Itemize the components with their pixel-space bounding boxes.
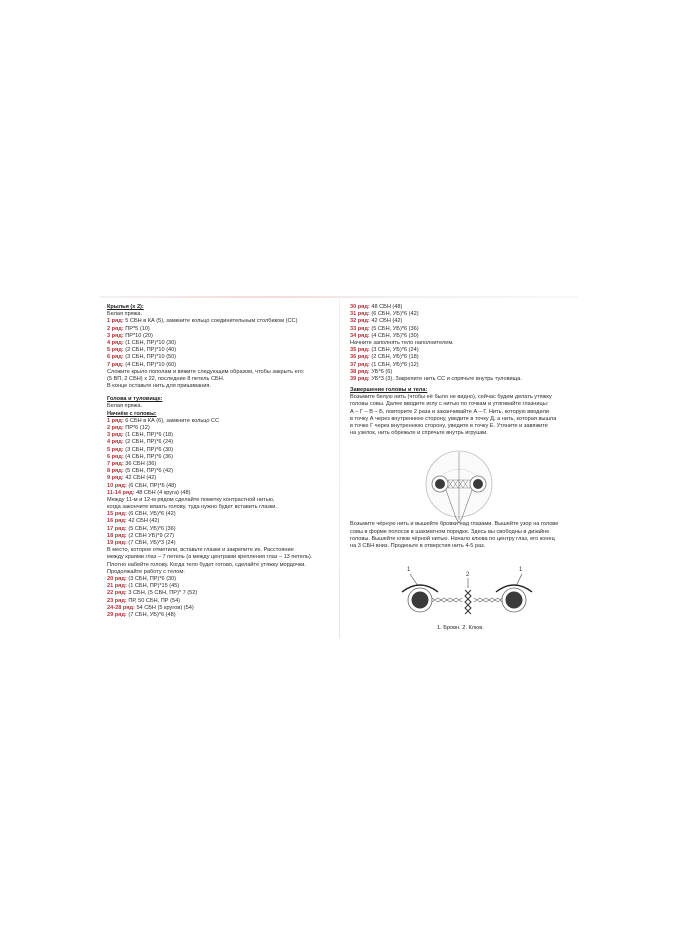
left-page (107, 304, 335, 619)
wings-title: Крылья (х 2): (107, 304, 144, 310)
wings-yarn: Белая пряжа. (107, 311, 143, 318)
pattern-row (107, 340, 335, 347)
pattern-row (107, 511, 335, 518)
head-subtitle: Начнём с головы: (107, 410, 157, 417)
text-line: головы. Вышейте клюв чёрной нитью. Начало клюва по центру глаз, его конец (350, 535, 555, 542)
pattern-row (107, 612, 335, 619)
pattern-row (107, 483, 335, 490)
row-label: 22 ряд: (107, 590, 127, 597)
row-label: 29 ряд: (107, 611, 127, 618)
pattern-row (350, 369, 575, 376)
row-label: 4 ряд: (107, 439, 124, 446)
row-text: (5 СБН, ПР)*6 (42) (123, 468, 174, 475)
row-text: ПР*10 (20) (123, 332, 153, 339)
pattern-row (107, 432, 335, 439)
pattern-row (350, 354, 575, 361)
row-label: 5 ряд: (107, 446, 124, 453)
row-label: 23 ряд: (107, 597, 127, 604)
row-label: 21 ряд: (107, 583, 127, 590)
text-line: В конце оставьте нить для пришивания. (107, 383, 211, 390)
row-text: (2 СБН, УБ)*6 (18) (369, 354, 419, 361)
right-rows-b (350, 347, 575, 383)
row-text: 42 СБН (42) (126, 518, 160, 525)
row-label: 19 ряд: (107, 540, 127, 546)
row-text: 48 СБН (48) (369, 304, 403, 310)
text-line: Между 11-м и 12-м рядом сделайте пометку контрастной нитью, (107, 496, 275, 503)
row-label: 10 ряд: (107, 482, 127, 489)
pattern-row (350, 376, 575, 383)
row-text: ПР*6 (12) (123, 425, 150, 431)
row-text: (2 СБН, ПР)*10 (40) (123, 347, 177, 354)
row-label: 2 ряд: (107, 425, 124, 431)
page-gutter (339, 298, 340, 638)
row-label: 20 ряд: (107, 575, 127, 582)
row-text: (3 СБН, УБ)*6 (24) (369, 347, 419, 354)
row-label: 7 ряд: (107, 361, 124, 368)
pattern-row (350, 362, 575, 369)
head-yarn: Белая пряжа. (107, 403, 143, 410)
row-text: (3 СБН, ПР)*10 (50) (123, 354, 177, 361)
row-text: (6 СБН, УБ)*6 (42) (126, 511, 176, 518)
pattern-row (107, 490, 335, 497)
row-label: 17 ряд: (107, 525, 127, 532)
head-title: Голова и туловище: (107, 396, 163, 403)
row-text: (1 СБН, ПР)*10 (30) (123, 339, 177, 346)
pattern-row (107, 326, 335, 333)
row-text: 6 СБН в КА (6), замкните кольцо СС (123, 417, 220, 424)
marker-2: 2 (466, 572, 470, 578)
text-line: Продолжайте работу с телом: (107, 568, 185, 575)
row-text: 48 СБН (4 круга) (48) (134, 489, 191, 496)
row-text: (4 СБН, УБ)*6 (30) (369, 332, 419, 339)
row-label: 31 ряд: (350, 311, 370, 318)
pattern-row (107, 418, 335, 425)
row-label: 32 ряд: (350, 318, 370, 325)
pattern-row (107, 475, 335, 482)
row-label: 15 ряд: (107, 511, 127, 518)
pattern-row (350, 311, 575, 318)
text-line: между краями глаз – 7 петель (а между центрами крепления глаз – 13 петель). (107, 554, 313, 561)
row-text: (1 СБН, УБ)*6 (12) (369, 361, 419, 368)
text-line: на узелок, нить обрежьте и спрячьте внутрь игрушки. (350, 430, 488, 437)
row-label: 11-14 ряд: (107, 489, 135, 496)
row-text: 42 СБН (42) (123, 475, 157, 482)
text-line: в точку А через внутреннюю сторону, уведите в точку Д, а нить, которая вышла (350, 415, 557, 422)
wings-rows (107, 318, 335, 368)
figure-caption: 1. Бровн. 2. Клюв. (437, 625, 484, 631)
head-note-a (107, 497, 335, 511)
row-label: 1 ряд: (107, 417, 124, 424)
text-line: Сложите крыло пополам и вяжите следующим образом, чтобы закрыть его: (107, 368, 305, 375)
fill-note: Начните заполнять тело наполнителем. (350, 339, 454, 346)
pattern-row (107, 318, 335, 325)
pattern-row (350, 304, 575, 311)
row-label: 39 ряд: (350, 375, 370, 382)
row-text: (1 СБН, ПР)*15 (45) (126, 583, 180, 590)
row-text: УБ*3 (3). Закрепите нить СС и спрячьте внутрь туловища. (369, 375, 522, 382)
pattern-row (107, 362, 335, 369)
pattern-row (107, 333, 335, 340)
row-label: 37 ряд: (350, 361, 370, 368)
row-text: (7 СБН, УБ)*6 (48) (126, 611, 176, 618)
row-label: 6 ряд: (107, 354, 124, 361)
row-label: 33 ряд: (350, 325, 370, 332)
text-line: Возьмите белую нить (чтобы её было не видно), сейчас будем делать утяжку (350, 394, 552, 401)
owl-head-diagram (420, 444, 498, 528)
row-label: 3 ряд: (107, 432, 124, 439)
text-line: головы совы. Далее вводите иглу с нитью по точкам и утягивайте глазницы: (350, 401, 549, 408)
row-text: (5 СБН, УБ)*6 (36) (126, 525, 176, 532)
row-text: (2 СБН УБ)*9 (27) (126, 532, 175, 539)
pattern-row (107, 540, 335, 547)
pattern-row (107, 518, 335, 525)
row-label: 8 ряд: (107, 468, 124, 475)
pattern-row (350, 333, 575, 340)
row-label: 38 ряд: (350, 368, 370, 375)
text-line: А – Г – В – Б, повторите 2 раза и заканчивайте А – Г. Нить, которую вводили (350, 408, 549, 415)
brows-beak-diagram (398, 562, 538, 626)
row-label: 3 ряд: (107, 332, 124, 339)
head-rows-b (107, 511, 335, 547)
wings-notes (107, 369, 335, 391)
row-text: (6 СБН, ПР)*6 (48) (126, 482, 177, 489)
row-text: ПР*5 (10) (123, 325, 150, 332)
row-label: 9 ряд: (107, 475, 124, 482)
row-label: 5 ряд: (107, 347, 124, 354)
row-text: (3 СБН, ПР)*6 (30) (123, 446, 174, 453)
row-label: 34 ряд: (350, 332, 370, 339)
marker-1b: 1 (519, 567, 523, 573)
row-label: 7 ряд: (107, 460, 124, 467)
pattern-row (107, 439, 335, 446)
row-text: ПР, 50 СБН, ПР (54) (126, 597, 181, 604)
pattern-row (107, 425, 335, 432)
pattern-row (107, 354, 335, 361)
row-text: 5 СБН в КА (5), замкните кольцо соединительным столбиком (СС) (123, 318, 298, 325)
pattern-row (107, 461, 335, 468)
right-rows-a (350, 304, 575, 340)
row-text: УБ*6 (6) (369, 368, 393, 375)
pattern-row (107, 576, 335, 583)
row-text: (7 СБН, УБ)*3 (24) (126, 540, 176, 546)
row-label: 35 ряд: (350, 347, 370, 354)
head-note-b (107, 547, 335, 576)
row-label: 2 ряд: (107, 325, 124, 332)
row-text: 36 СБН (36) (123, 460, 157, 467)
row-text: (5 СБН, УБ)*6 (36) (369, 325, 419, 332)
row-text: 42 СБН (42) (369, 318, 403, 325)
marker-1: 1 (407, 567, 411, 573)
pattern-row (350, 347, 575, 354)
pattern-row (107, 447, 335, 454)
row-label: 6 ряд: (107, 453, 124, 460)
row-label: 4 ряд: (107, 339, 124, 346)
pattern-row (107, 526, 335, 533)
text-line: Возьмите чёрную нить и вышейте бровки над глазами. Вышейте узор на голове (350, 521, 559, 528)
text-line: на 3 СБН вниз. Проденьте в отверстия нить 4-5 раз. (350, 542, 486, 549)
row-label: 30 ряд: (350, 304, 370, 310)
pattern-row (107, 590, 335, 597)
pattern-row (107, 598, 335, 605)
pattern-row (107, 533, 335, 540)
head-rows-a (107, 418, 335, 497)
row-text: (6 СБН, УБ)*6 (42) (369, 311, 419, 318)
text-line: (5 ВП, 2 СБН) х 22, последние 8 петель СБН. (107, 375, 225, 382)
row-text: 3 СБН, (5 СБН, ПР)* 7 (52) (126, 590, 198, 597)
row-label: 24-28 ряд: (107, 604, 135, 611)
text-line: Плотно набейте голову. Когда тело будет готово, сделайте утяжку мордочки. (107, 561, 306, 568)
pattern-row (107, 605, 335, 612)
finish-title: Завершение головы и тела: (350, 387, 428, 394)
text-line: В место, которое отметили, вставьте глазки и закрепите их. Расстояние (107, 547, 294, 554)
finish-text (350, 394, 575, 437)
pattern-row (350, 326, 575, 333)
row-label: 18 ряд: (107, 532, 127, 539)
head-rows-c (107, 576, 335, 619)
text-line: когда закончите вязать голову, туда нужно будет вставить глазки. (107, 504, 277, 511)
row-text: (4 СБН, ПР)*6 (36) (123, 453, 174, 460)
pattern-row (107, 347, 335, 354)
pattern-row (107, 468, 335, 475)
text-line: совы в форме полосок в шахматном порядке. Здесь вы свободны в дизайне (350, 528, 550, 535)
text-line: в точке Г через внутреннюю сторону, уведите в точку Е. Утяните и завяжите (350, 423, 548, 429)
row-text: (1 СБН, ПР)*6 (18) (123, 432, 174, 439)
pattern-row (107, 454, 335, 461)
beak-icon (465, 590, 471, 614)
row-label: 1 ряд: (107, 318, 124, 325)
row-label: 16 ряд: (107, 518, 127, 525)
pattern-row (350, 318, 575, 325)
row-label: 36 ряд: (350, 354, 370, 361)
pattern-row (107, 583, 335, 590)
row-text: (4 СБН, ПР)*10 (60) (123, 361, 177, 368)
row-text: (2 СБН, ПР)*6 (24) (123, 439, 174, 446)
row-text: 54 СБН (5 кругов) (54) (134, 604, 194, 611)
row-text: (3 СБН, ПР)*6 (30) (126, 575, 177, 582)
